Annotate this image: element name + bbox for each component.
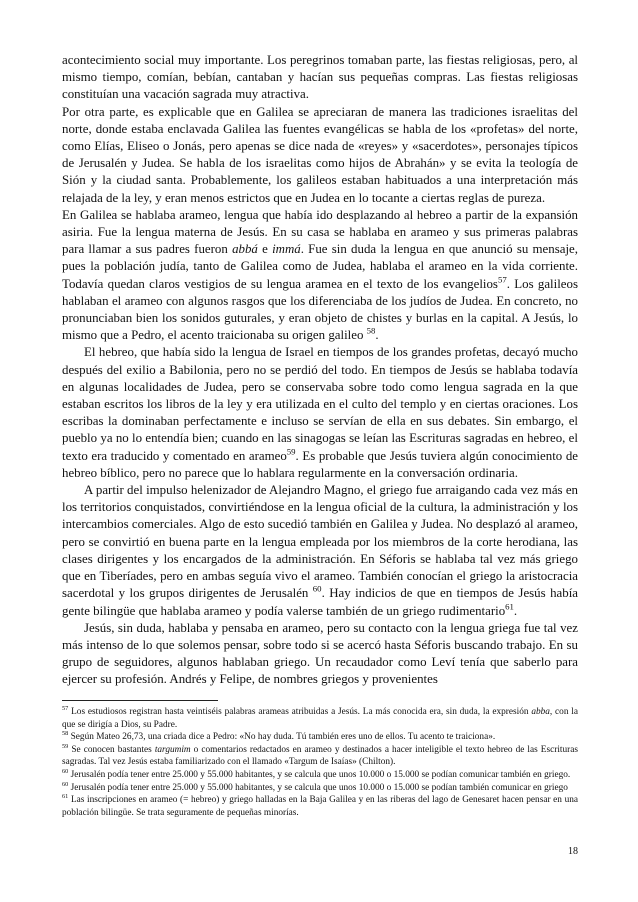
paragraph-2-text: Por otra parte, es explicable que en Galilea se apreciaran de manera las tradiciones israelitas del norte, donde estaba enclavada Galilea las fuentes evangélicas se habla de los «profetas» del norte, como Elías, Eliseo o Jonás, pero apenas se dice nada de «reyes» y «sacerdotes», personajes típicos de Jerusalén y Judea. Se habla de los israelitas como hijos de Abrahán» y se evita la teología de Sión y la ciudad santa. Probablemente, los galileos estaban habituados a una interpretación más relajada de la ley, y eran menos estrictos que en Judea en lo tocante a ciertas reglas de pureza. bbox=[62, 104, 578, 205]
footnote-italic: abba bbox=[531, 707, 550, 717]
footnote-number: 61 bbox=[62, 793, 69, 801]
body-text bbox=[62, 52, 578, 689]
footnote-60-duplicate bbox=[62, 782, 578, 795]
footnote-ref-57[interactable]: 57 bbox=[497, 274, 507, 285]
footnote-text: Las inscripciones en arameo (= hebreo) y griego halladas en la Baja Galilea y en las riberas del lago de Genesaret hacen pensar en una población bilingüe. Se trata seguramente de pequeñas minorías. bbox=[62, 795, 578, 818]
footnote-60 bbox=[62, 769, 578, 782]
italic-word-abba: abbá bbox=[232, 242, 258, 257]
footnote-text: , con la que se dirigía a Dios, su Padre. bbox=[62, 707, 578, 730]
paragraph-3 bbox=[62, 207, 578, 345]
footnote-ref-58[interactable]: 58 bbox=[366, 325, 376, 336]
paragraph-3-text: En Galilea se hablaba arameo, lengua que había ido desplazando al hebreo a partir de la expansión asiria. Fue la lengua materna de Jesús. En su casa se hablaba en arameo y sus primeras palabras para llamar a sus padres fueron bbox=[62, 207, 578, 257]
footnote-57 bbox=[62, 706, 578, 731]
footnote-text: Jerusalén podía tener entre 25.000 y 55.000 habitantes, y se calcula que unos 10.000 o 15.000 se podían también comunicar en griego bbox=[68, 782, 568, 793]
page-number: 18 bbox=[568, 846, 578, 857]
paragraph-5-text: . bbox=[513, 603, 518, 618]
footnote-ref-60[interactable]: 60 bbox=[312, 584, 322, 594]
footnote-text: Según Mateo 26,73, una criada dice a Pedro: «No hay duda. Tú también eres uno de ellos. Tu acento te traiciona». bbox=[68, 732, 496, 743]
paragraph-4-text: El hebreo, que había sido la lengua de Israel en tiempos de los grandes profetas, decayó mucho después del exilio a Babilonia, pero no se perdió del todo. En tiempos de Jesús se hablaba todavía en algunas localidades de Judea, pero se conservaba sobre todo como lengua sagrada en la que estaban escritos los libros de la ley y era utilizada en el culto del templo y en ciertas oraciones. Los escribas la dominaban perfectamente e incluso se servían de ella en sus debates. Sin embargo, el pueblo ya no lo entendía bien; cuando en las sinagogas se leían las Escrituras sagradas en hebreo, el texto era traducido y comentado en arameo bbox=[62, 345, 578, 463]
paragraph-5 bbox=[62, 482, 578, 620]
footnote-separator bbox=[62, 700, 218, 701]
paragraph-6-text: Jesús, sin duda, hablaba y pensaba en arameo, pero su contacto con la lengua griega fue tal vez más intenso de lo que solemos pensar, sobre todo si se acercó hasta Séforis buscando trabajo. En su grupo de seguidores, algunos hablaban griego. Un recaudador como Leví tenía que saberlo para ejercer su profesión. Andrés y Felipe, de nombres griegos y provenientes bbox=[62, 620, 578, 687]
footnote-text: Jerusalén podía tener entre 25.000 y 55.000 habitantes, y se calcula que unos 10.000 o 15.000 se podían comunicar también en griego. bbox=[68, 769, 571, 780]
paragraph-5-text: . Hay indicios de que en tiempos de Jesús había gente bilingüe que hablaba arameo y podía valerse también de un griego rudimentario bbox=[62, 586, 578, 618]
footnote-61 bbox=[62, 794, 578, 819]
paragraph-4 bbox=[62, 344, 578, 482]
footnote-59 bbox=[62, 744, 578, 769]
footnote-italic: targumim bbox=[154, 744, 191, 755]
italic-word-imma: immá bbox=[272, 242, 301, 257]
footnote-number: 60 bbox=[62, 780, 69, 788]
footnote-text: Se conocen bastantes bbox=[68, 744, 155, 755]
paragraph-1-text: acontecimiento social muy importante. Los peregrinos tomaban parte, las fiestas religiosas, pero, al mismo tiempo, comían, bebían, cantaban y hacían sus pequeñas compras. Las fiestas religiosas constituían una vacación sagrada muy atractiva. bbox=[62, 53, 578, 102]
footnote-ref-61[interactable]: 61 bbox=[505, 601, 514, 612]
footnote-58 bbox=[62, 731, 578, 744]
footnote-ref-59[interactable]: 59 bbox=[286, 446, 296, 457]
paragraph-3-text: e bbox=[257, 242, 273, 257]
paragraph-2 bbox=[62, 104, 578, 207]
footnote-number: 58 bbox=[62, 730, 69, 738]
paragraph-6 bbox=[62, 620, 578, 689]
paragraph-3-text: . Fue sin duda la lengua en que anunció su mensaje, pues la población judía, tanto de Galilea como de Judea, hablaba el arameo en la vida corriente. Todavía quedan claros vestigios de su lengua aramea en el texto de los evangelios bbox=[62, 242, 578, 291]
footnote-number: 60 bbox=[62, 767, 69, 775]
paragraph-3-text: . bbox=[375, 328, 379, 343]
footnote-text: o comentarios redactados en arameo y destinados a hacer inteligible el texto hebreo de las Escrituras sagradas. Tal vez Jesús estaba familiarizado con el llamado «Targum de Isaías» (Chilton). bbox=[62, 744, 578, 768]
paragraph-4-text: . Es probable que Jesús tuviera algún conocimiento de hebreo bíblico, pero no parece que lo hablara regularmente en la conversación ordinaria. bbox=[62, 448, 578, 480]
footnote-number: 59 bbox=[62, 742, 69, 750]
paragraph-3-text: . Los galileos hablaban el arameo con algunos rasgos que los diferenciaba de los judíos de Judea. En concreto, no pronunciaban bien los sonidos guturales, y eran objeto de chistes y burlas en la capital. A Jesús, lo mismo que a Pedro, el acento traicionaba su origen galileo bbox=[62, 276, 578, 343]
footnote-text: Los estudiosos registran hasta veintiséis palabras arameas atribuidas a Jesús. La más conocida era, sin duda, la expresión bbox=[68, 707, 532, 717]
footnotes bbox=[62, 706, 578, 819]
footnote-number: 57 bbox=[62, 704, 69, 712]
paragraph-5-text: A partir del impulso helenizador de Alejandro Magno, el griego fue arraigando cada vez más en los territorios conquistados, convirtiéndose en la lengua oficial de la cultura, la administración y los intercambios comerciales. Algo de esto sucedió también en Galilea y Judea. No desplazó al arameo, pero se convirtió en buena parte en la lengua empleada por los miembros de la corte herodiana, las clases dirigentes y los encargados de la administración. En Séforis se hablaba tal vez más griego que en Tiberíades, pero en ambas seguía vivo el arameo. También conocían el griego la aristocracia sacerdotal y los grupos dirigentes de Jerusalén bbox=[62, 483, 578, 601]
paragraph-1 bbox=[62, 52, 578, 104]
